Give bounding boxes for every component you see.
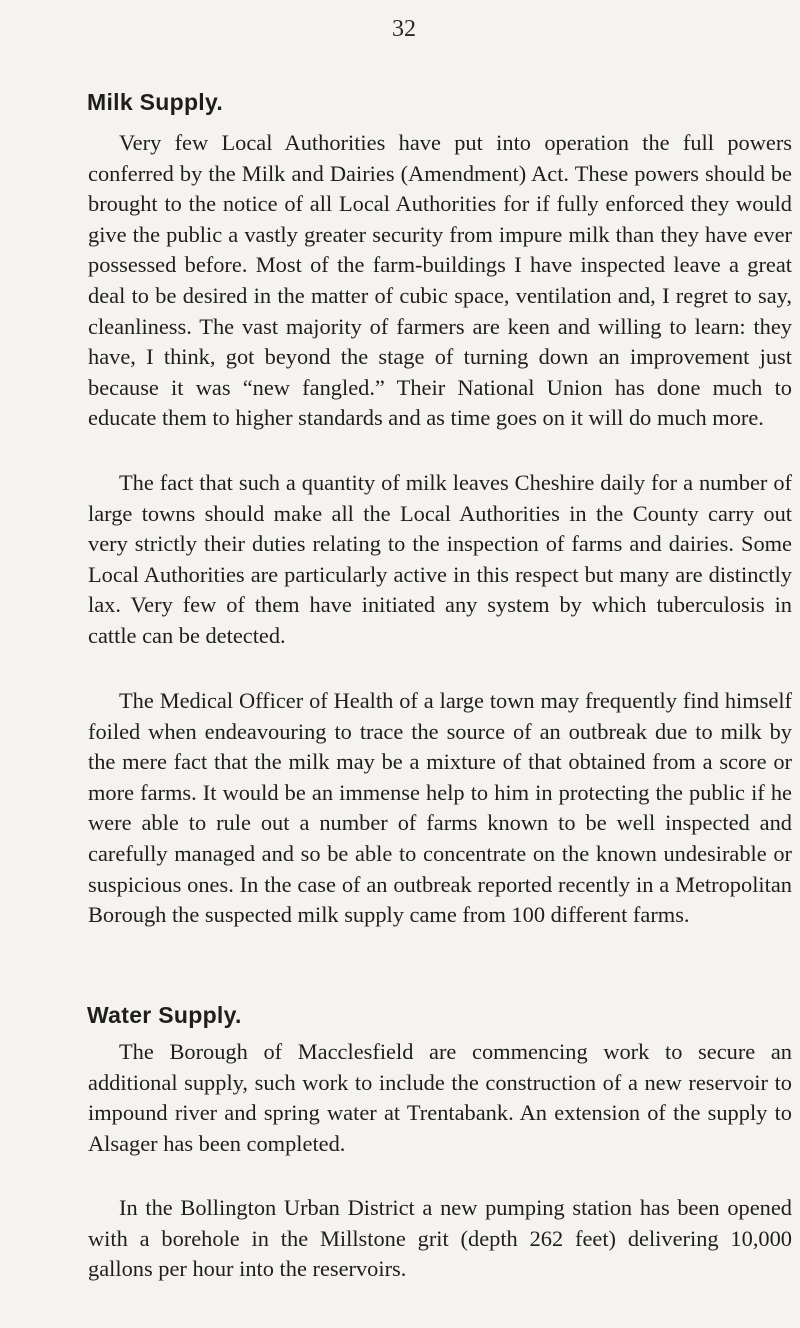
heading-milk-supply: Milk Supply.	[87, 89, 224, 115]
paragraph-water-1: The Borough of Macclesfield are commencing work to secure an additional supply, such work to include the construction of a new reservoir to impound river and spring water at Trentabank. An extension of the supply to Alsager has been completed.	[88, 1039, 792, 1156]
paragraph-water-2: In the Bollington Urban District a new pumping station has been opened with a borehole in the Millstone grit (depth 262 feet) delivering 10,000 gallons per hour into the reservoirs.	[88, 1195, 792, 1282]
page-number: 32	[392, 16, 416, 42]
paragraph-milk-1: Very few Local Authorities have put into operation the full powers conferred by the Milk and Dairies (Amendment) Act. These powers should be brought to the notice of all Local Authorities for if fully enforced they would give the public a vastly greater security from impure milk than they have ever possessed before. Most of the farm-buildings I have inspected leave a great deal to be desired in the matter of cubic space, ventilation and, I regret to say, cleanliness. The vast majority of farmers are keen and willing to learn: they have, I think, got beyond the stage of turning down an improvement just because it was “new fangled.” Their National Union has done much to educate them to higher standards and as time goes on it will do much more.	[88, 130, 792, 431]
paragraph-milk-3: The Medical Officer of Health of a large town may frequently find himself foiled when endeavouring to trace the source of an outbreak due to milk by the mere fact that the milk may be a mixture of that obtained from a score or more farms. It would be an immense help to him in protecting the public if he were able to rule out a number of farms known to be well inspected and carefully managed and so be able to concentrate on the known undesirable or suspicious ones. In the case of an outbreak reported recently in a Metropolitan Borough the suspected milk supply came from 100 different farms.	[88, 688, 792, 928]
paragraph-milk-2: The fact that such a quantity of milk leaves Cheshire daily for a number of large towns should make all the Local Authorities in the County carry out very strictly their duties relating to the inspection of farms and dairies. Some Local Authorities are particularly active in this respect but many are distinctly lax. Very few of them have initiated any system by which tuberculosis in cattle can be detected.	[88, 470, 792, 648]
heading-water-supply: Water Supply.	[87, 1002, 242, 1028]
